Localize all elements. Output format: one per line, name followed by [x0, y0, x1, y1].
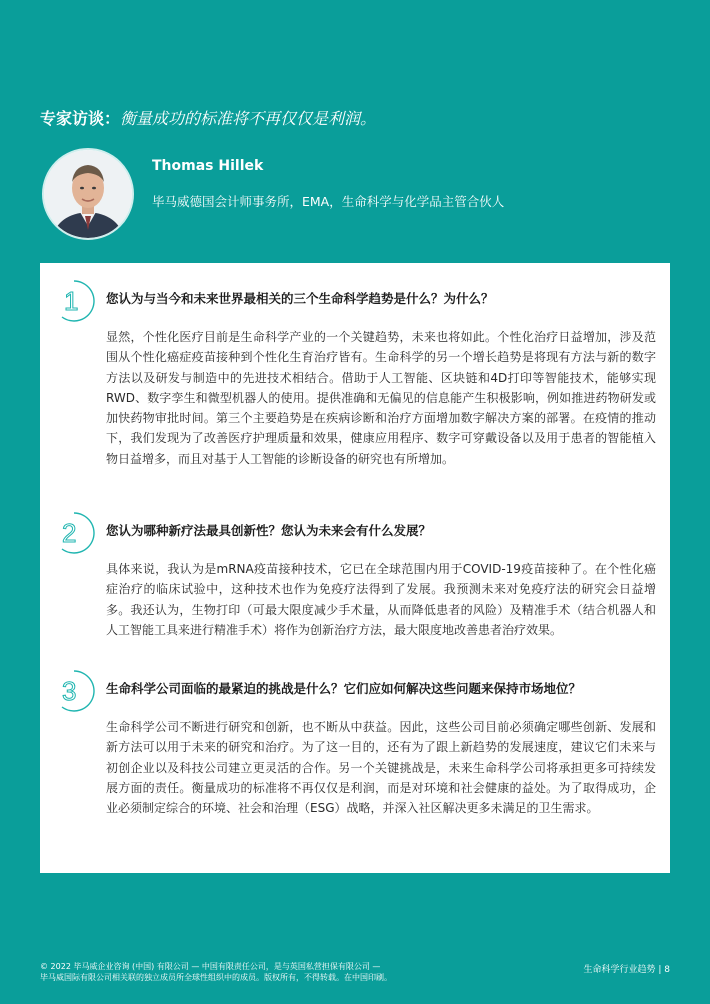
answer-3: 生命科学公司不断进行研究和创新，也不断从中获益。因此，这些公司目前必须确定哪些创新、发展和新方法可以用于未来的研究和治疗。为了这一目的，还有为了跟上新趋势的发展速度，建议它们未来与初创企业以及科技公司建立更灵活的合作。另一个关键挑战是，未来生命科学公司将承担更多可持续发展方面的责任。衡量成功的标准将不再仅仅是利润，而是对环境和社会健康的益处。为了取得成功，企业必须制定综合的环境、社会和治理（ESG）战略，并深入社区解决更多未满足的卫生需求。 — [106, 720, 656, 816]
footer-page-label: 生命科学行业趋势 | 8 — [583, 965, 670, 975]
number-2-icon — [50, 509, 98, 557]
answer-2: 具体来说，我认为是mRNA疫苗接种技术，它已在全球范围内用于COVID-19疫苗接种了。在个性化癌症治疗的临床试验中，这种技术也作为免疫疗法得到了发展。我预测未来对免疫疗法的研究会日益增多。我还认为，生物打印（可最大限度减少手术量，从而降低患者的风险）及精准手术（结合机器人和人工智能工具来进行精准手术）将作为创新治疗方法，最大限度地改善患者治疗效果。 — [106, 562, 656, 637]
expert-name: Thomas Hillek — [152, 158, 264, 174]
number-3-icon — [50, 667, 98, 715]
footer-copyright-line-2: 毕马威国际有限公司相关联的独立成员所全球性组织中的成员。版权所有，不得转载。在中国印刷。 — [40, 973, 392, 982]
question-1: 您认为与当今和未来世界最相关的三个生命科学趋势是什么？为什么？ — [106, 291, 494, 306]
svg-text:1: 1 — [64, 286, 79, 316]
page-title — [40, 106, 680, 129]
answer-1: 显然，个性化医疗目前是生命科学产业的一个关键趋势，未来也将如此。个性化治疗日益增加，涉及范围从个性化癌症疫苗接种到个性化生育治疗皆有。生命科学的另一个增长趋势是将现有方法与新的数字方法以及研发与制造中的先进技术相结合。借助于人工智能、区块链和4D打印等智能技术，能够实现RWD、数字孪生和微型机器人的使用。提供准确和无偏见的信息能产生积极影响，例如推进药物研发或加快药物审批时间。第三个主要趋势是在疾病诊断和治疗方面增加数字解决方案的部署。在疫情的推动下，我们发现为了改善医疗护理质量和效果，健康应用程序、数字可穿戴设备以及用于患者的智能植入物日益增多，而且对基于人工智能的诊断设备的研究也有所增加。 — [106, 330, 656, 466]
question-2: 您认为哪种新疗法最具创新性？您认为未来会有什么发展？ — [106, 523, 432, 538]
interview-label: 专家访谈： — [40, 109, 121, 128]
interview-card — [40, 263, 670, 873]
number-1-icon — [50, 277, 98, 325]
svg-text:2: 2 — [62, 518, 77, 548]
footer-copyright — [40, 961, 560, 983]
svg-text:3: 3 — [62, 676, 77, 706]
expert-title: 毕马威德国会计师事务所，EMA，生命科学与化学品主管合伙人 — [152, 194, 505, 209]
footer-copyright-line-1: © 2022 毕马威企业咨询 (中国) 有限公司 — 中国有限责任公司，是与英国私营担保有限公司 — — [40, 962, 381, 971]
expert-avatar — [42, 148, 134, 240]
interview-quote: 衡量成功的标准将不再仅仅是利润。 — [120, 109, 377, 128]
question-3: 生命科学公司面临的最紧迫的挑战是什么？它们应如何解决这些问题来保持市场地位？ — [106, 681, 582, 696]
